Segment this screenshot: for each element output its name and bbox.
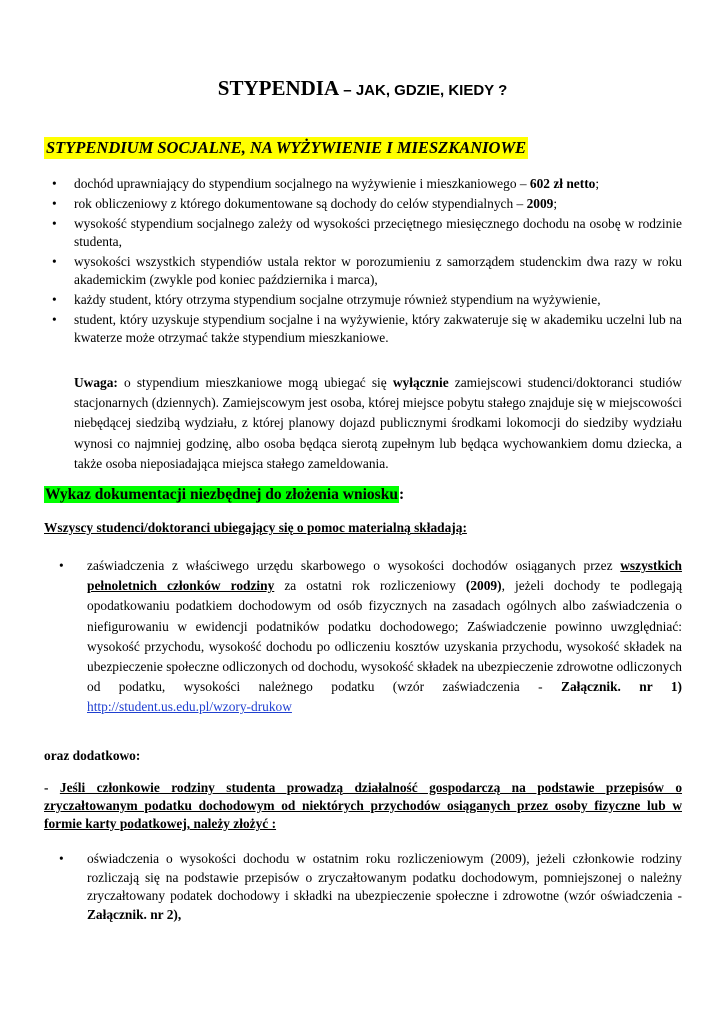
title-dash: – <box>339 82 356 99</box>
section1-heading: STYPENDIUM SOCJALNE, NA WYŻYWIENIE I MIESZKANIOWE <box>46 138 527 157</box>
section2-subheading: Wszyscy studenci/doktoranci ubiegający się o pomoc materialną składają: <box>44 520 467 535</box>
title-main: STYPENDIA <box>217 76 340 100</box>
bullet-icon: • <box>59 558 64 573</box>
list-item: • dochód uprawniający do stypendium socjalnego na wyżywienie i mieszkaniowego – 602 zł netto; <box>44 175 682 193</box>
list-item: • rok obliczeniowy z którego dokumentowane są dochody do celów stypendialnych – 2009; <box>44 195 682 213</box>
section1-bullet-list <box>44 175 682 347</box>
list-item: • wysokość stypendium socjalnego zależy od wysokości przeciętnego miesięcznego dochodu na osobę w rodzinie studenta, <box>44 215 682 251</box>
bullet-icon: • <box>59 851 64 866</box>
list-item: • oświadczenia o wysokości dochodu w ostatnim roku rozliczeniowym (2009), jeżeli członkowie rodziny rozliczają się na podstawie przepisów o zryczałtowanym podatku dochodowym, pomniejszonej o należny zryczałtowany podatek dochodowy i składki na ubezpieczenie społeczne i zdrowotne (wzór oświadczenia - Załącznik. nr 2), <box>59 851 682 922</box>
section2-heading: Wykaz dokumentacji niezbędnej do złożenia wniosku: <box>45 486 405 503</box>
note-label: Uwaga: <box>74 375 118 390</box>
wzory-drukow-link[interactable]: http://student.us.edu.pl/wzory-drukow <box>87 699 292 715</box>
page-title <box>0 76 725 101</box>
note-paragraph: Uwaga: o stypendium mieszkaniowe mogą ubiegać się wyłącznie zamiejscowi studenci/doktoranci studiów stacjonarnych (dziennych). Zamiejscowym jest osoba, której miejsce pobytu stałego znajduje się w miejscowości niebędącej siedzibą wydziału, z której planowy dojazd publicznymi środkami lokomocji do siedziby wydziału wynosi co najmniej godzinę, albo osoba będąca sierotą zupełnym lub będąca wychowankiem domu dziecka, a także osoba nieposiadająca miejsca stałego zameldowania. <box>74 375 682 471</box>
list-item: • student, który uzyskuje stypendium socjalne i na wyżywienie, który zakwateruje się w akademiku uczelni lub na kwaterze może otrzymać także stypendium mieszkaniowe. <box>44 311 682 347</box>
list-item: • zaświadczenia z właściwego urzędu skarbowego o wysokości dochodów osiąganych przez wszystkich pełnoletnich członków rodziny za ostatni rok rozliczeniowy (2009), jeżeli dochody te podlegają opodatkowaniu podatkiem dochodowym od osób fizycznych na zasadach ogólnych albo zaświadczenia o niefigurowaniu w ewidencji podatników podatku dochodowego; Zaświadczenie powinno uwzględniać: wysokość przychodu, wysokość dochodu po odliczeniu kosztów uzyskania przychodu, wysokość składek na ubezpieczenie społeczne odliczonych od dochodu, wysokość składek na ubezpieczenie zdrowotne odliczonych od podatku, wysokości należnego podatku (wzór zaświadczenia - Załącznik. nr 1) http://student.us.edu.pl/wzory-drukow <box>59 558 683 715</box>
business-activity-heading: - Jeśli członkowie rodziny studenta prowadzą działalność gospodarczą na podstawie przepisów o zryczałtowanym podatku dochodowym od niektórych przychodów osiąganych przez osoby fizyczne lub w formie karty podatkowej, należy złożyć : <box>44 780 683 831</box>
list-item: • wysokości wszystkich stypendiów ustala rektor w porozumieniu z samorządem studenckim dwa razy w roku akademickim (zwykle pod koniec października i marca), <box>44 253 682 289</box>
oraz-dodatkowo-label: oraz dodatkowo: <box>44 748 141 763</box>
title-sub: JAK, GDZIE, KIEDY ? <box>355 82 508 99</box>
list-item: • każdy student, który otrzyma stypendium socjalne otrzymuje również stypendium na wyżywienie, <box>44 291 682 309</box>
